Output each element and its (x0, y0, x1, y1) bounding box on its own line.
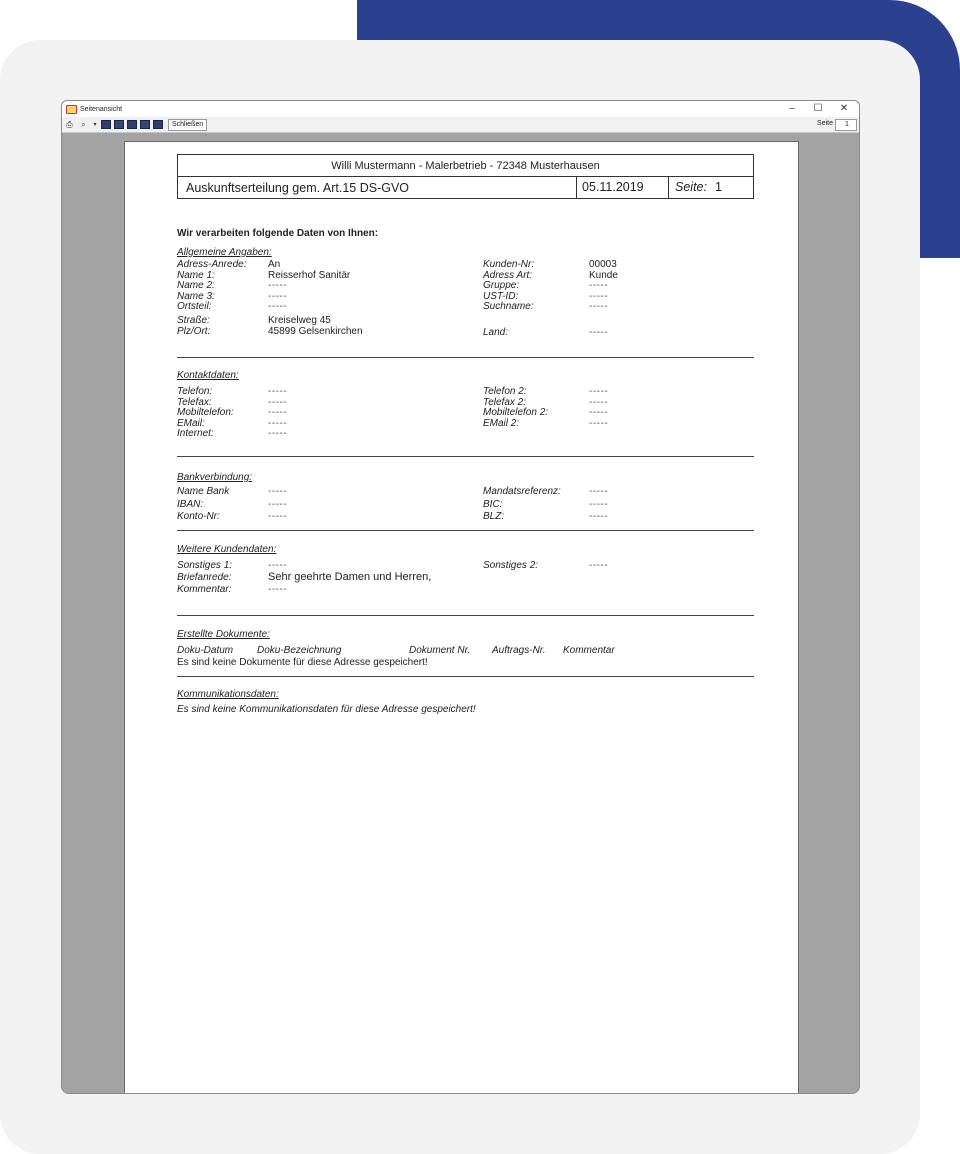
field-label: Plz/Ort: (177, 325, 211, 337)
field-label: Suchname: (483, 301, 534, 312)
field-label: Sonstiges 1: (177, 560, 233, 571)
field-value: ----- (589, 486, 609, 497)
column-header: Auftrags-Nr. (492, 645, 546, 656)
field-label: Name Bank (177, 486, 230, 497)
maximize-button[interactable]: ☐ (813, 103, 823, 114)
section-divider (177, 530, 754, 531)
two-page-view-icon[interactable] (114, 120, 124, 129)
field-label: Name 2: (177, 280, 215, 291)
section-heading-contact: Kontaktdaten: (177, 370, 239, 381)
field-label: UST-ID: (483, 290, 519, 302)
field-value: ----- (268, 290, 288, 302)
field-value: ----- (268, 486, 288, 497)
field-label: Name 1: (177, 269, 215, 281)
page-indicator-number: 1 (714, 180, 722, 194)
column-header: Doku-Datum (177, 645, 234, 656)
field-label: Sonstiges 2: (483, 560, 539, 571)
four-page-view-icon[interactable] (140, 120, 150, 129)
field-value: ----- (268, 511, 288, 522)
document-header (177, 154, 754, 199)
page-label: Seite (817, 120, 833, 127)
page-number-spinner[interactable]: 1 (835, 119, 857, 131)
field-label: Konto-Nr: (177, 511, 220, 522)
field-label: IBAN: (177, 499, 204, 510)
section-divider (177, 357, 754, 358)
field-label: Gruppe: (483, 280, 520, 291)
print-preview-window (61, 100, 860, 1094)
field-label: Adress-Anrede: (177, 259, 247, 270)
field-value: Kreiselweg 45 (268, 315, 331, 326)
single-page-view-icon[interactable] (101, 120, 111, 129)
title-bar (62, 101, 859, 117)
field-value: ----- (268, 386, 288, 397)
field-value: ----- (268, 396, 288, 408)
field-label: Name 3: (177, 290, 215, 302)
minimize-button[interactable]: – (789, 103, 795, 114)
column-header: Doku-Bezeichnung (257, 645, 342, 656)
section-heading-documents: Erstellte Dokumente: (177, 629, 270, 640)
field-value: ----- (268, 499, 288, 510)
app-icon (66, 105, 77, 114)
field-label: Mobiltelefon: (177, 407, 234, 418)
field-value: ----- (268, 280, 288, 291)
field-value: An (268, 259, 281, 270)
field-label: Land: (483, 327, 509, 338)
field-value: 45899 Gelsenkirchen (268, 325, 363, 337)
section-divider (177, 676, 754, 677)
field-label: Mandatsreferenz: (483, 486, 561, 497)
document-page (124, 141, 799, 1094)
field-label: Telefax 2: (483, 396, 526, 408)
company-line: Willi Mustermann - Malerbetrieb - 72348 Musterhausen (178, 155, 753, 177)
field-label: Straße: (177, 315, 210, 326)
field-label: Ortsteil: (177, 301, 212, 312)
field-label: BLZ: (483, 511, 505, 522)
column-header: Dokument Nr. (409, 645, 471, 656)
field-value: ----- (589, 511, 609, 522)
field-value: ----- (589, 499, 609, 510)
zoom-dropdown-chevron-icon[interactable]: ▾ (93, 121, 97, 128)
field-value: Reisserhof Sanitär (268, 269, 351, 281)
field-value: ----- (589, 386, 609, 397)
window-title: Seitenansicht (80, 105, 123, 113)
six-page-view-icon[interactable] (153, 120, 163, 129)
document-title: Auskunftserteilung gem. Art.15 DS-GVO (186, 181, 410, 195)
section-heading-communication: Kommunikationsdaten: (177, 689, 279, 700)
preview-toolbar (62, 117, 859, 133)
field-value: ----- (589, 280, 609, 291)
field-value: Kunde (589, 269, 618, 281)
field-label: Kommentar: (177, 584, 232, 595)
field-label: Telefax: (177, 396, 212, 408)
field-label: BIC: (483, 499, 503, 510)
section-heading-bank: Bankverbindung: (177, 472, 253, 483)
close-window-button[interactable]: ✕ (839, 103, 849, 114)
field-label: Internet: (177, 428, 214, 439)
section-divider (177, 615, 754, 616)
field-label: Adress Art: (483, 269, 533, 281)
field-value: ----- (268, 428, 288, 439)
documents-empty-message: Es sind keine Dokumente für diese Adresse gespeichert! (177, 657, 428, 668)
document-date: 05.11.2019 (576, 177, 668, 198)
field-label: Kunden-Nr: (483, 259, 535, 270)
field-value: ----- (589, 560, 609, 571)
field-label: Telefon: (177, 386, 213, 397)
window-controls (779, 101, 857, 117)
field-value: ----- (268, 301, 288, 312)
close-preview-button[interactable]: Schließen (168, 119, 207, 131)
field-value: ----- (589, 327, 609, 338)
zoom-icon[interactable]: ⌕ (81, 119, 86, 129)
field-value: ----- (268, 417, 288, 429)
field-value: ----- (589, 407, 609, 418)
section-heading-further: Weitere Kundendaten: (177, 544, 277, 555)
field-label: EMail: (177, 417, 205, 429)
field-label: Briefanrede: (177, 572, 232, 583)
column-header: Kommentar (563, 645, 615, 656)
field-value: ----- (268, 584, 288, 595)
three-page-view-icon[interactable] (127, 120, 137, 129)
field-value: ----- (589, 417, 609, 429)
field-value: ----- (589, 301, 609, 312)
field-value: ----- (589, 290, 609, 302)
page-indicator (668, 177, 753, 198)
field-value: ----- (589, 396, 609, 408)
field-label: EMail 2: (483, 417, 520, 429)
section-heading-general: Allgemeine Angaben: (177, 247, 272, 258)
field-value: ----- (268, 560, 288, 571)
intro-text: Wir verarbeiten folgende Daten von Ihnen: (177, 228, 379, 239)
page-indicator-label: Seite: (675, 180, 707, 194)
section-divider (177, 456, 754, 457)
field-value: Sehr geehrte Damen und Herren, (268, 571, 432, 583)
field-label: Telefon 2: (483, 386, 527, 397)
communication-empty-message: Es sind keine Kommunikationsdaten für diese Adresse gespeichert! (177, 704, 476, 715)
field-value: ----- (268, 407, 288, 418)
printer-icon[interactable]: ⎙ (66, 119, 73, 129)
field-value: 00003 (589, 259, 617, 270)
field-label: Mobiltelefon 2: (483, 407, 549, 418)
